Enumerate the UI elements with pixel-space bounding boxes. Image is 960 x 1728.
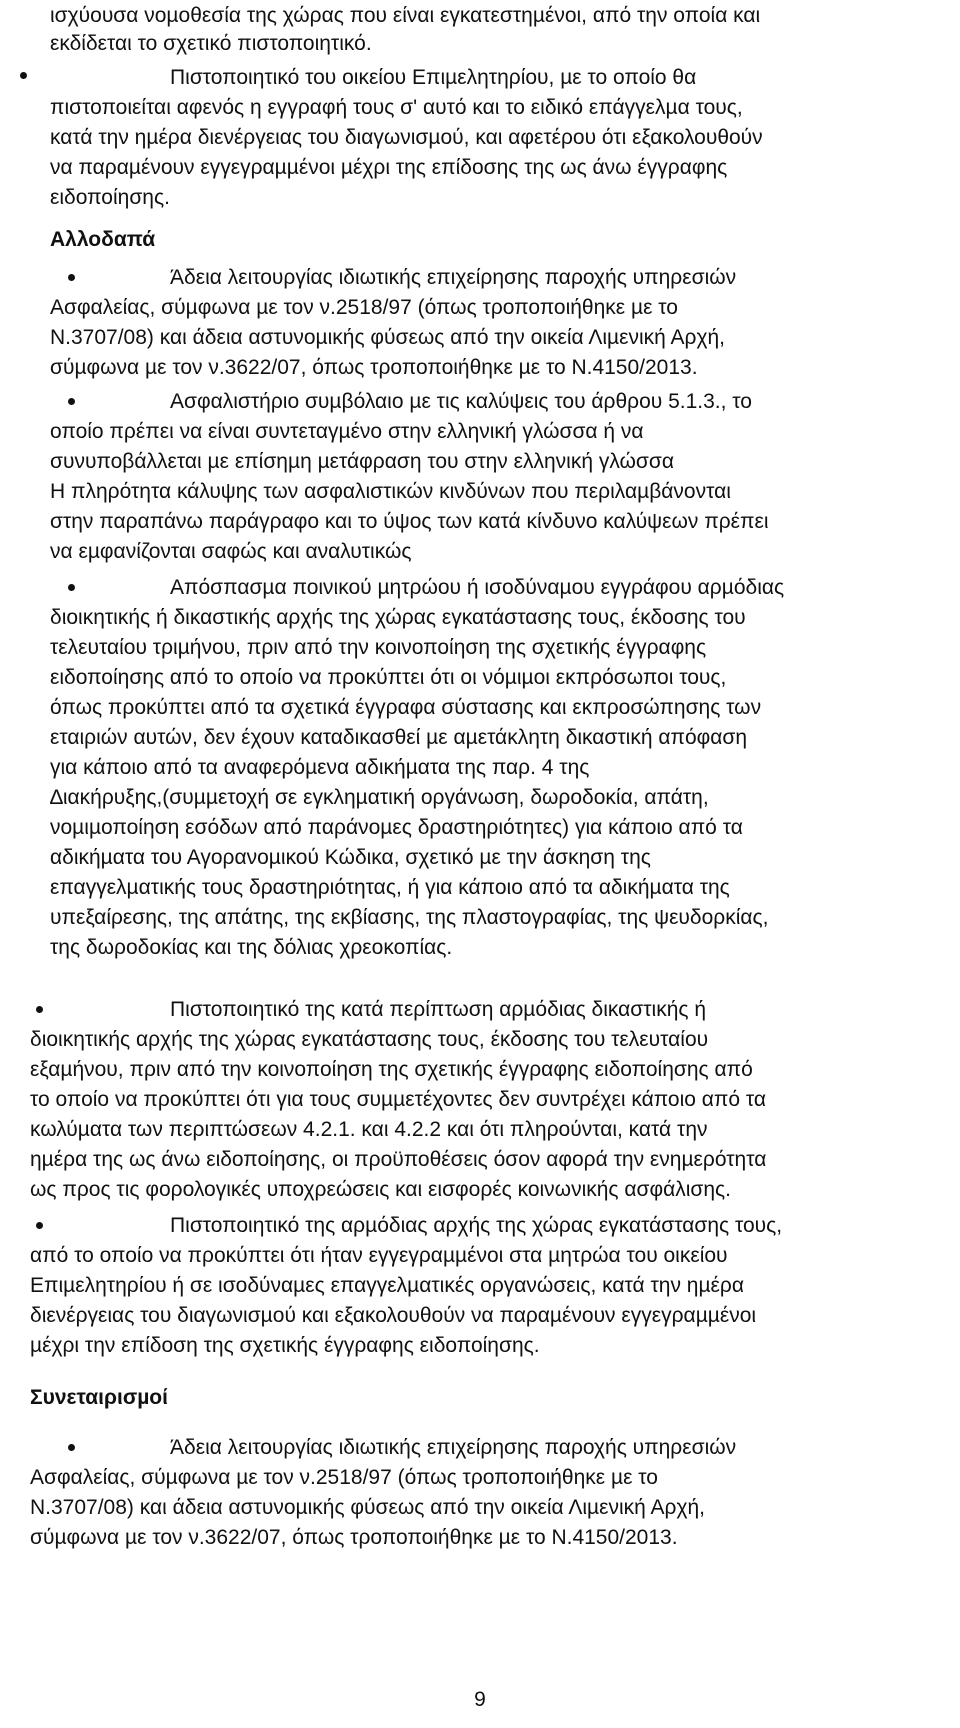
paragraph-line: να εµφανίζονται σαφώς και αναλυτικώς [50, 540, 412, 563]
paragraph-line: υπεξαίρεσης, της απάτης, της εκβίασης, της πλαστογραφίας, της ψευδορκίας, [50, 906, 769, 929]
paragraph-line: σύµφωνα µε τον ν.3622/07, όπως τροποποιήθηκε µε το Ν.4150/2013. [30, 1526, 678, 1549]
paragraph-line: εταιριών αυτών, δεν έχουν καταδικασθεί µε αµετάκλητη δικαστική απόφαση [50, 726, 748, 749]
paragraph-line: τελευταίου τριµήνου, πριν από την κοινοποίηση της σχετικής έγγραφης [50, 636, 707, 659]
paragraph-line: κωλύµατα των περιπτώσεων 4.2.1. και 4.2.2 και ότι πληρούνται, κατά την [30, 1118, 708, 1141]
bullet-icon [68, 584, 75, 591]
paragraph-line: για κάποιο από τα αναφερόµενα αδικήµατα της παρ. 4 της [50, 756, 590, 779]
bullet-icon [20, 72, 27, 79]
paragraph-line: ∆ιακήρυξης,(συµµετοχή σε εγκληµατική οργάνωση, δωροδοκία, απάτη, [50, 786, 709, 809]
paragraph-line: ως προς τις φορολογικές υποχρεώσεις και εισφορές κοινωνικής ασφάλισης. [30, 1178, 731, 1201]
paragraph-line: Η πληρότητα κάλυψης των ασφαλιστικών κινδύνων που περιλαµβάνονται [50, 480, 731, 503]
page-number: 9 [474, 1688, 486, 1711]
paragraph-line: αδικήµατα του Αγορανοµικού Κώδικα, σχετικό µε την άσκηση της [50, 846, 651, 869]
paragraph-line: εξαµήνου, πριν από την κοινοποίηση της σχετικής έγγραφης ειδοποίησης από [30, 1058, 753, 1081]
paragraph-line: ισχύουσα νοµοθεσία της χώρας που είναι εγκατεστηµένοι, από την οποία και [50, 4, 761, 27]
paragraph-line: Απόσπασµα ποινικού µητρώου ή ισοδύναµου εγγράφου αρµόδιας [170, 576, 785, 599]
paragraph-line: Πιστοποιητικό της αρµόδιας αρχής της χώρας εγκατάστασης τους, [170, 1214, 783, 1237]
paragraph-line: της δωροδοκίας και της δόλιας χρεοκοπίας. [50, 936, 453, 959]
paragraph-line: οποίο πρέπει να είναι συντεταγµένο στην ελληνική γλώσσα ή να [50, 420, 644, 443]
paragraph-line: όπως προκύπτει από τα σχετικά έγγραφα σύστασης και εκπροσώπησης των [50, 696, 762, 719]
paragraph-line: Επιµελητηρίου ή σε ισοδύναµες επαγγελµατικές οργανώσεις, κατά την ηµέρα [30, 1274, 744, 1297]
bullet-icon [36, 1222, 43, 1229]
paragraph-line: νοµιµοποίηση εσόδων από παράνοµες δραστηριότητες) για κάποιο από τα [50, 816, 743, 839]
paragraph-line: Ν.3707/08) και άδεια αστυνοµικής φύσεως από την οικεία Λιµενική Αρχή, [30, 1496, 705, 1519]
paragraph-line: Πιστοποιητικό της κατά περίπτωση αρµόδιας δικαστικής ή [170, 998, 707, 1021]
paragraph-line: στην παραπάνω παράγραφο και το ύψος των κατά κίνδυνο καλύψεων πρέπει [50, 510, 769, 533]
paragraph-line: συνυποβάλλεται µε επίσηµη µετάφραση του στην ελληνική γλώσσα [50, 450, 674, 473]
paragraph-line: ειδοποίησης από το οποίο να προκύπτει ότι οι νόµιµοι εκπρόσωποι τους, [50, 666, 727, 689]
paragraph-line: διοικητικής ή δικαστικής αρχής της χώρας εγκατάστασης τους, έκδοσης του [50, 606, 746, 629]
paragraph-line: Άδεια λειτουργίας ιδιωτικής επιχείρησης παροχής υπηρεσιών [170, 1436, 737, 1459]
paragraph-line: επαγγελµατικής τους δραστηριότητας, ή για κάποιο από τα αδικήµατα της [50, 876, 730, 899]
bullet-icon [68, 398, 75, 405]
bullet-icon [36, 1006, 43, 1013]
paragraph-line: µέχρι την επίδοση της σχετικής έγγραφης ειδοποίησης. [30, 1334, 540, 1357]
paragraph-line: εκδίδεται το σχετικό πιστοποιητικό. [50, 32, 372, 55]
paragraph-line: πιστοποιείται αφενός η εγγραφή τους σ' αυτό και το ειδικό επάγγελµα τους, [50, 96, 743, 119]
paragraph-line: Ν.3707/08) και άδεια αστυνοµικής φύσεως από την οικεία Λιµενική Αρχή, [50, 326, 725, 349]
section-heading-cooperatives: Συνεταιρισµοί [30, 1386, 168, 1409]
paragraph-line: Πιστοποιητικό του οικείου Επιµελητηρίου, µε το οποίο θα [170, 66, 697, 89]
paragraph-line: διενέργειας του διαγωνισµού και εξακολουθούν να παραµένουν εγγεγραµµένοι [30, 1304, 757, 1327]
bullet-icon [68, 1444, 75, 1451]
paragraph-line: να παραµένουν εγγεγραµµένοι µέχρι της επίδοσης της ως άνω έγγραφης [50, 156, 728, 179]
paragraph-line: από το οποίο να προκύπτει ότι ήταν εγγεγραµµένοι στα µητρώα του οικείου [30, 1244, 728, 1267]
paragraph-line: Ασφαλείας, σύµφωνα µε τον ν.2518/97 (όπως τροποποιήθηκε µε το [30, 1466, 658, 1489]
paragraph-line: ειδοποίησης. [50, 186, 170, 209]
paragraph-line: διοικητικής αρχής της χώρας εγκατάστασης τους, έκδοσης του τελευταίου [30, 1028, 709, 1051]
paragraph-line: σύµφωνα µε τον ν.3622/07, όπως τροποποιήθηκε µε το Ν.4150/2013. [50, 356, 698, 379]
paragraph-line: το οποίο να προκύπτει ότι για τους συµµετέχοντες δεν συντρέχει κάποιο από τα [30, 1088, 767, 1111]
paragraph-line: κατά την ηµέρα διενέργειας του διαγωνισµού, και αφετέρου ότι εξακολουθούν [50, 126, 763, 149]
section-heading-foreign: Αλλοδαπά [50, 228, 156, 251]
paragraph-line: Ασφαλείας, σύµφωνα µε τον ν.2518/97 (όπως τροποποιήθηκε µε το [50, 296, 678, 319]
bullet-icon [68, 274, 75, 281]
paragraph-line: Ασφαλιστήριο συµβόλαιο µε τις καλύψεις του άρθρου 5.1.3., το [170, 390, 752, 413]
paragraph-line: ηµέρα της ως άνω ειδοποίησης, οι προϋποθέσεις όσον αφορά την ενηµερότητα [30, 1148, 767, 1171]
paragraph-line: Άδεια λειτουργίας ιδιωτικής επιχείρησης παροχής υπηρεσιών [170, 266, 737, 289]
